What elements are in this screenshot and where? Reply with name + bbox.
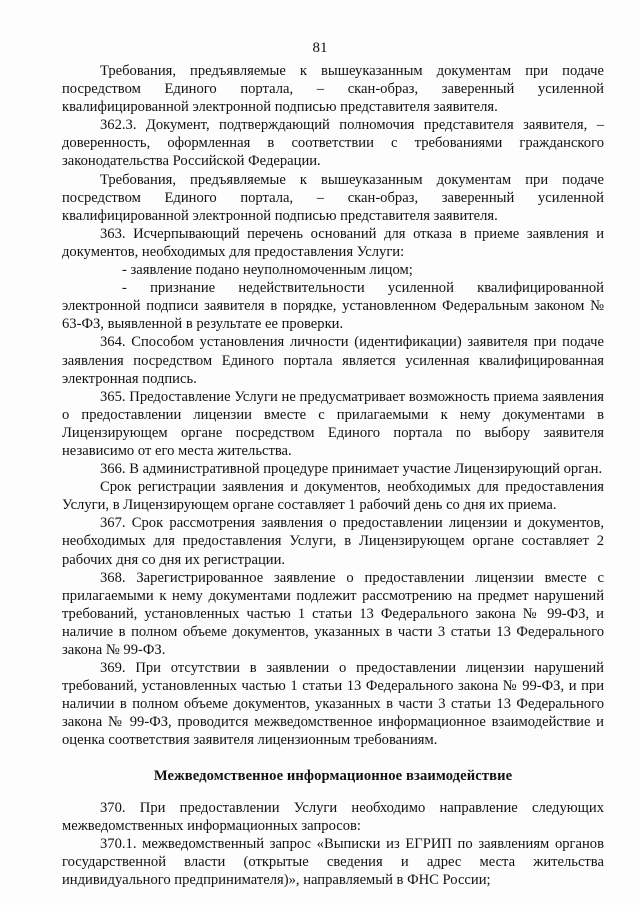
paragraph-368: 368. Зарегистрированное заявление о предоставлении лицензии вместе с прилагаемыми к нему документами подлежит рассмотрению на предмет нарушений требований, установленных частью 1 статьи 13 Федерального закона № 99-ФЗ, и наличие в полном объеме документов, указанных в части 3 статьи 13 Федерального закона № 99-ФЗ. [62,569,604,658]
paragraph-requirements-2: Требования, предъявляемые к вышеуказанным документам при подаче посредством Единого портала, – скан-образ, заверенный усиленной квалифицированной электронной подписью представителя заявителя. [62,171,604,224]
paragraph-363: 363. Исчерпывающий перечень оснований для отказа в приеме заявления и документов, необходимых для предоставления Услуги: [62,225,604,260]
list-item-refusal-1: - заявление подано неуполномоченным лицом; [122,262,413,279]
paragraph-362-3: 362.3. Документ, подтверждающий полномочия представителя заявителя, – доверенность, оформленная в соответствии с требованиями гражданского законодательства Российской Федерации. [62,117,604,170]
page-number: 81 [312,40,328,56]
paragraph-370: 370. При предоставлении Услуги необходимо направление следующих межведомственных информационных запросов: [62,799,604,834]
paragraph-367: 367. Срок рассмотрения заявления о предоставлении лицензии и документов, необходимых для предоставления Услуги, в Лицензирующем органе составляет 2 рабочих дня со дня их регистрации. [62,515,604,568]
paragraph-364: 364. Способом установления личности (идентификации) заявителя при подаче заявления посредством Единого портала является усиленная квалифицированная электронная подпись. [62,334,604,387]
paragraph-370-1: 370.1. межведомственный запрос «Выписки из ЕГРИП по заявлениям органов государственной власти (открытые сведения и адрес места жительства индивидуального предпринимателя)», направляемый в ФНС России; [62,835,604,888]
paragraph-365: 365. Предоставление Услуги не предусматривает возможность приема заявления о предоставлении лицензии вместе с прилагаемыми к нему документами в Лицензирующем органе посредством Единого портала по выбору заявителя независимо от его места жительства. [62,388,604,459]
paragraph-registration-term: Срок регистрации заявления и документов, необходимых для предоставления Услуги, в Лицензирующем органе составляет 1 рабочий день со дня их приема. [62,479,604,514]
paragraph-366: 366. В административной процедуре принимает участие Лицензирующий орган. [100,461,603,478]
paragraph-369: 369. При отсутствии в заявлении о предоставлении лицензии нарушений требований, установленных частью 1 статьи 13 Федерального закона № 99-ФЗ, и при наличии в полном объеме документов, указанных в части 3 статьи 13 Федерального закона № 99-ФЗ, проводится межведомственное информационное взаимодействие и оценка соответствия заявителя лицензионным требованиям. [62,660,604,749]
document-body [62,62,604,889]
paragraph-requirements-1: Требования, предъявляемые к вышеуказанным документам при подаче посредством Единого портала, – скан-образ, заверенный усиленной квалифицированной электронной подписью представителя заявителя. [62,63,604,116]
section-heading: Межведомственное информационное взаимодействие [153,767,513,784]
list-item-refusal-2: - признание недействительности усиленной квалифицированной электронной подписи заявителя в порядке, установленном Федеральным законом № 63-ФЗ, выявленной в результате ее проверки. [62,280,604,333]
